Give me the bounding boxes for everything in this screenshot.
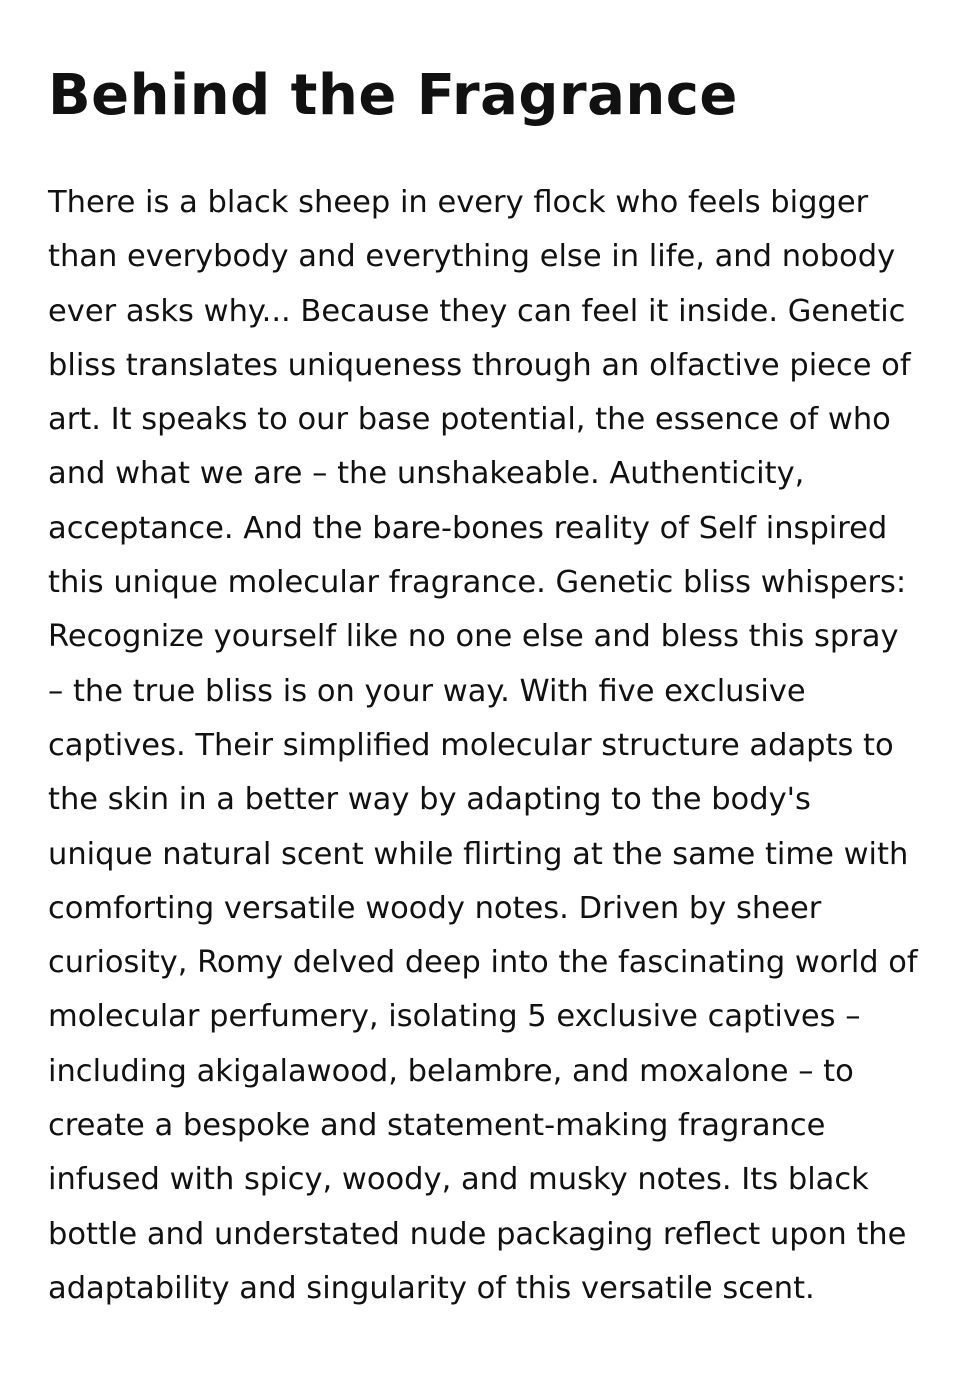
body-line: – the true bliss is on your way. With five exclusive bbox=[48, 673, 806, 709]
body-line: There is a black sheep in every flock who feels bigger bbox=[48, 185, 869, 220]
body-line: including akigalawood, belambre, and moxalone – to bbox=[48, 1053, 854, 1089]
body-line: infused with spicy, woody, and musky notes. Its black bbox=[48, 1162, 869, 1198]
body-line: bottle and understated nude packaging reflect upon the bbox=[48, 1216, 907, 1252]
article bbox=[48, 58, 918, 1316]
body-line: ever asks why... Because they can feel it inside. Genetic bbox=[48, 293, 906, 329]
body-line: Recognize yourself like no one else and bless this spray bbox=[48, 619, 899, 655]
body-line: the skin in a better way by adapting to the body's bbox=[48, 782, 811, 818]
body-line: acceptance. And the bare-bones reality of Self inspired bbox=[48, 510, 888, 546]
body-line: bliss translates uniqueness through an olfactive piece of bbox=[48, 347, 911, 383]
body-line: unique natural scent while flirting at the same time with bbox=[48, 836, 909, 872]
body-line: curiosity, Romy delved deep into the fascinating world of bbox=[48, 945, 918, 981]
body-line: and what we are – the unshakeable. Authenticity, bbox=[48, 456, 805, 492]
page-title: Behind the Fragrance bbox=[48, 63, 738, 128]
body-line: create a bespoke and statement-making fragrance bbox=[48, 1108, 826, 1144]
body-line: comforting versatile woody notes. Driven by sheer bbox=[48, 890, 822, 926]
body-line: art. It speaks to our base potential, the essence of who bbox=[48, 402, 891, 438]
article-body bbox=[48, 176, 918, 1316]
body-line: molecular perfumery, isolating 5 exclusive captives – bbox=[48, 999, 861, 1035]
body-line: this unique molecular fragrance. Genetic bliss whispers: bbox=[48, 565, 907, 601]
body-line: than everybody and everything else in life, and nobody bbox=[48, 239, 896, 275]
body-line: captives. Their simplified molecular structure adapts to bbox=[48, 727, 894, 763]
body-line: adaptability and singularity of this versatile scent. bbox=[48, 1270, 815, 1306]
